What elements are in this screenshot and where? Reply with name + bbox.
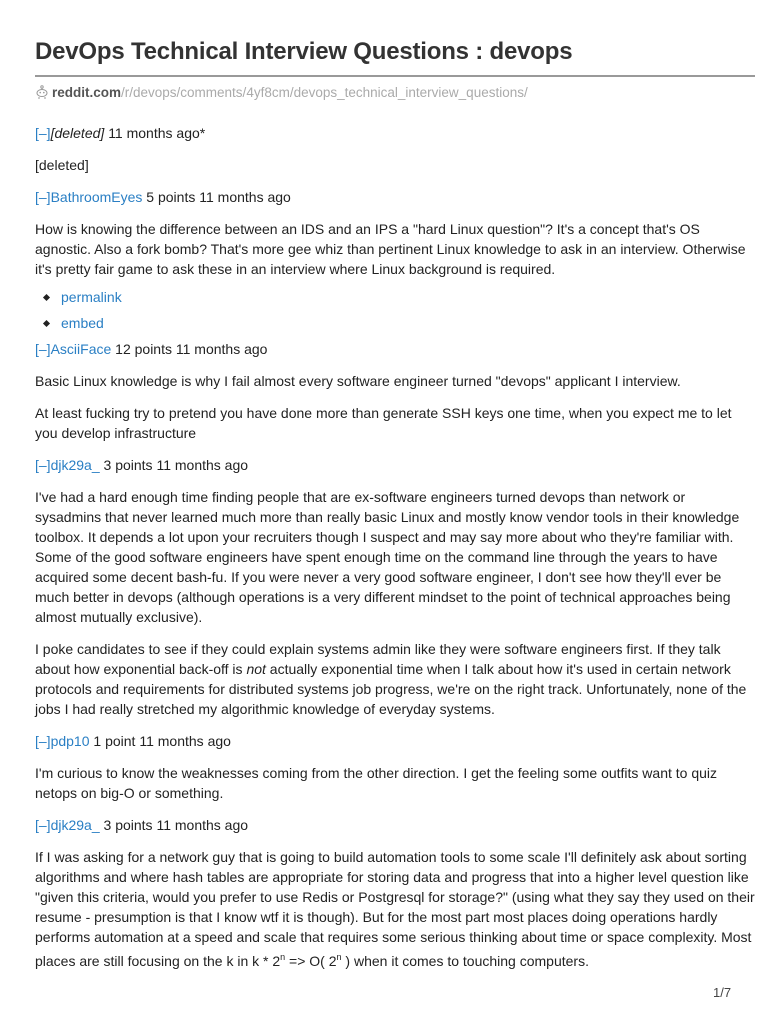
comment-meta <box>35 187 755 207</box>
body-text: actually exponential time when I talk about how it's used in certain network protocols and requirements for distributed systems job progress, we're on the right track. Unfortunately, none of the jobs I had really stretched my algorithmic knowledge of everyday systems. <box>35 661 747 717</box>
comment-body: [deleted] <box>35 157 89 173</box>
comment-body: I'm curious to know the weaknesses coming from the other direction. I get the feeling some outfits want to quiz netops on big-O or something. <box>35 765 718 801</box>
embed-link[interactable]: embed <box>61 315 104 331</box>
comment-author[interactable]: pdp10 <box>50 733 90 749</box>
comment-meta <box>35 339 755 359</box>
comment-time: 11 months ago <box>175 341 268 357</box>
comment-time: 11 months ago <box>156 457 249 473</box>
comment-meta <box>35 815 755 835</box>
url-domain: reddit.com <box>52 84 122 100</box>
comment-points: 1 point <box>93 733 136 749</box>
body-text: If I was asking for a network guy that is going to build automation tools to some scale I'll definitely ask about sorting algorithms and where hash tables are appropriate for storing data and progress that into a higher level question like "given this criteria, would you prefer to use Redis or Postgresql for storage?" (using what they say they used on their resume - presumption is that I know wtf it is though). But for the most part most places doing operations hardly performs automation at a speed and scale that requires some serious thinking about time or space complexity. Most places are still focusing on the k in k * 2 <box>35 849 755 969</box>
url-path: /r/devops/comments/4yf8cm/devops_technical_interview_questions/ <box>121 84 528 100</box>
comment-body: Basic Linux knowledge is why I fail almost every software engineer turned "devops" applicant I interview. <box>35 373 681 389</box>
comment-points: 3 points <box>103 817 153 833</box>
page-number: 1/7 <box>713 985 732 1000</box>
comment-author[interactable]: AsciiFace <box>50 341 112 357</box>
collapse-toggle[interactable]: [–] <box>35 457 51 473</box>
comment-body: How is knowing the difference between an IDS and an IPS a "hard Linux question"? It's a concept that's OS agnostic. Also a fork bomb? That's more gee whiz than pertinent Linux knowledge to ask in an interview. Otherwise it's pretty fair game to ask these in an interview where Linux background is required. <box>35 221 746 277</box>
comment-points: 5 points <box>146 189 196 205</box>
collapse-toggle[interactable]: [–] <box>35 125 51 141</box>
comment-body <box>35 639 755 719</box>
comment-points: 3 points <box>103 457 153 473</box>
comment-time: 11 months ago <box>156 817 249 833</box>
comment-body: I've had a hard enough time finding people that are ex-software engineers turned devops than network or sysadmins that never learned much more than really basic Linux and mostly know vendor tools in their knowledge toolbox. It depends a lot upon your recruiters though I suspect and may say more about who they're familiar with. Some of the good software engineers have spent enough time on the command line through the years to have acquired some decent bash-fu. If you were never a very good software engineer, I don't see how they'll ever be much better in devops (although operations is a very different mindset to the point of technical approaches being almost mutually exclusive). <box>35 489 740 625</box>
superscript: n <box>336 952 342 962</box>
comment-author[interactable]: BathroomEyes <box>50 189 143 205</box>
comment-time: 11 months ago <box>199 189 291 205</box>
permalink-link[interactable]: permalink <box>61 289 122 305</box>
comment-points: 12 points <box>115 341 172 357</box>
page-title: DevOps Technical Interview Questions : devops <box>35 38 573 65</box>
comment-author[interactable]: djk29a_ <box>50 817 100 833</box>
body-text: ) when it comes to touching computers. <box>341 953 589 969</box>
comment-body <box>35 847 755 971</box>
comment-links <box>35 287 755 333</box>
superscript: n <box>280 952 286 962</box>
comment-meta <box>35 455 755 475</box>
body-text: => O( 2 <box>285 953 337 969</box>
collapse-toggle[interactable]: [–] <box>35 189 51 205</box>
comment-author[interactable]: djk29a_ <box>50 457 100 473</box>
body-text: I poke candidates to see if they could explain systems admin like they were software engineers first. If they talk about how exponential back-off is <box>35 641 721 677</box>
title-divider <box>35 75 755 77</box>
collapse-toggle[interactable]: [–] <box>35 341 51 357</box>
comment-body: At least fucking try to pretend you have done more than generate SSH keys one time, when you expect me to let you develop infrastructure <box>35 405 732 441</box>
reddit-alien-icon <box>35 84 49 100</box>
comment-meta <box>35 731 755 751</box>
collapse-toggle[interactable]: [–] <box>35 733 51 749</box>
emphasis-text: not <box>246 661 266 677</box>
collapse-toggle[interactable]: [–] <box>35 817 51 833</box>
comment-author: [deleted] <box>50 125 105 141</box>
comment-meta <box>35 123 755 143</box>
source-url[interactable] <box>35 84 528 100</box>
comment-thread <box>35 123 755 971</box>
comment-time: 11 months ago <box>139 733 231 749</box>
comment-time: 11 months ago* <box>108 125 206 141</box>
